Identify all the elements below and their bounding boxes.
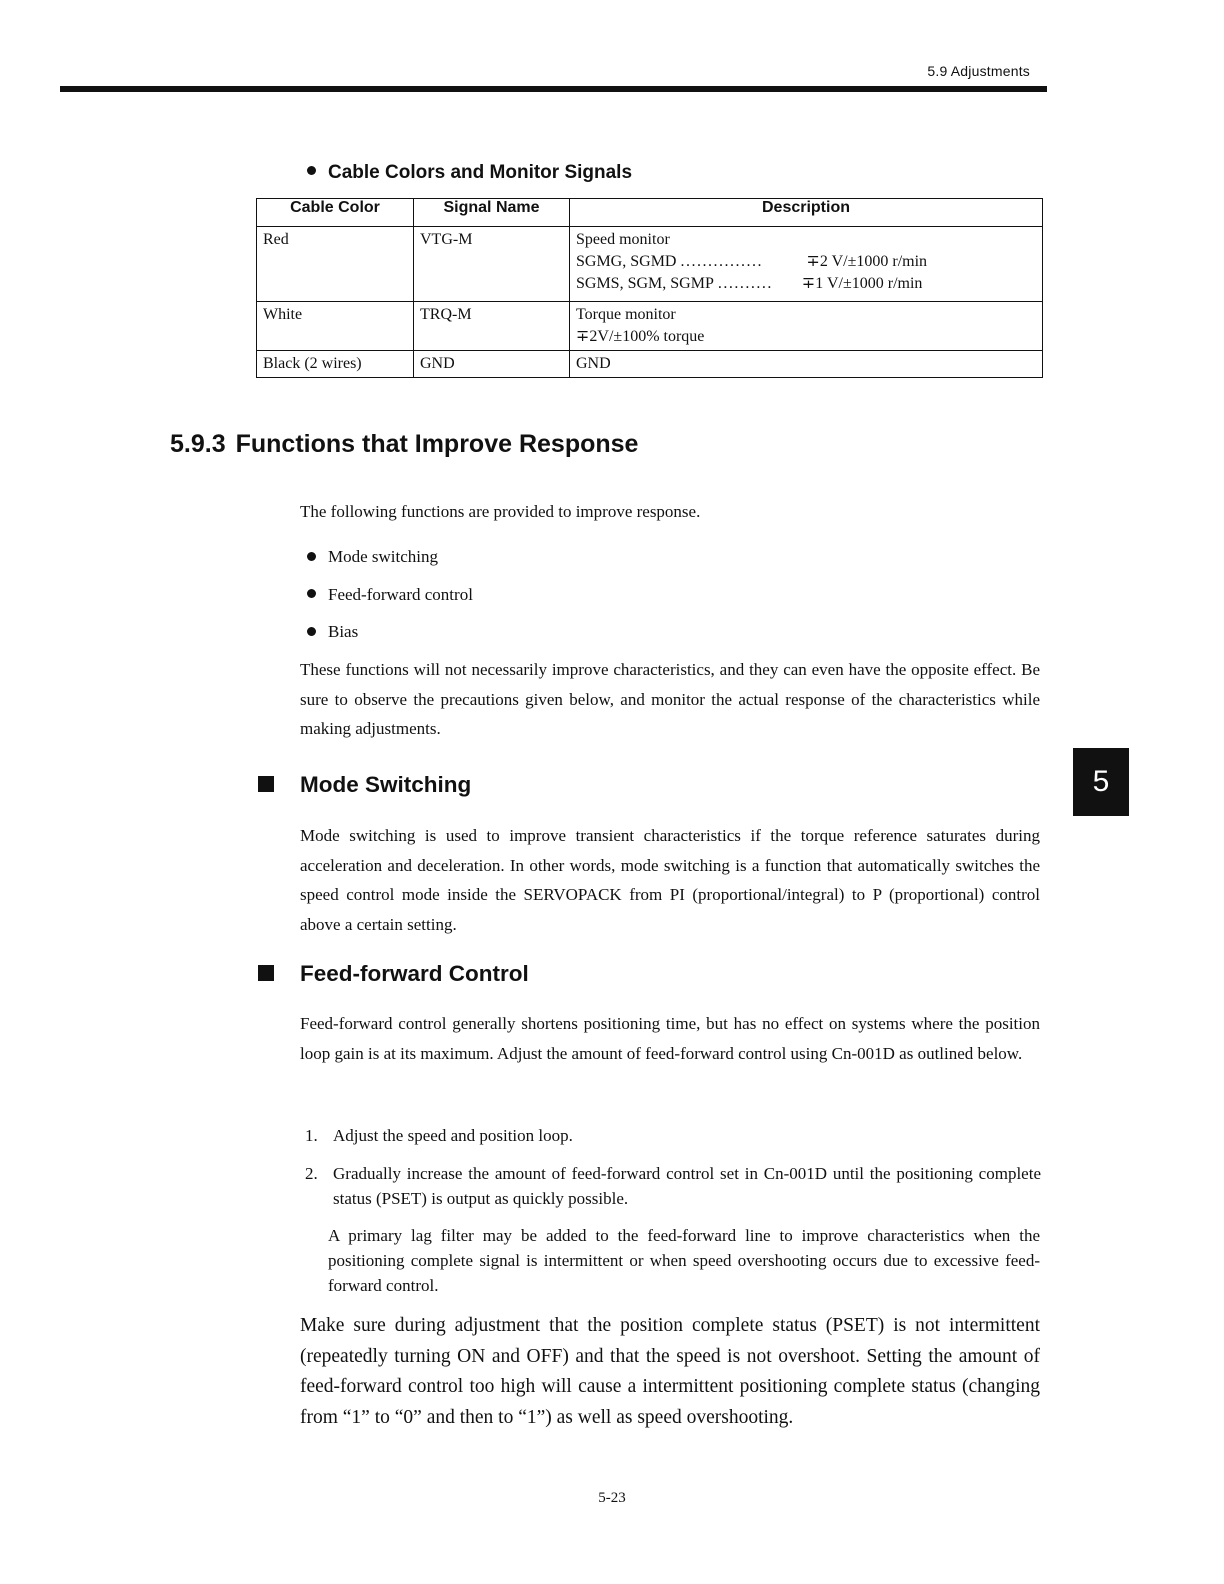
caution-paragraph: These functions will not necessarily improve characteristics, and they can even have the opposite effect. Be sure to observe the precautions given below, and monitor the actual response of the characteristics while making adjustments.	[300, 660, 1040, 738]
list-item-text: Mode switching	[328, 547, 439, 566]
description-line	[576, 273, 1036, 295]
section-heading	[170, 430, 638, 459]
list-item	[307, 543, 473, 581]
bullet-icon	[307, 627, 316, 636]
bullet-icon	[307, 166, 316, 175]
mode-switching-heading	[258, 772, 471, 798]
step-number: 1.	[305, 1126, 318, 1145]
feed-forward-paragraph: Feed-forward control generally shortens positioning time, but has no effect on systems where the position loop gain is at its maximum. Adjust the amount of feed-forward control using Cn-001D as outlined below.	[300, 1014, 1040, 1063]
step-list	[305, 1123, 1041, 1148]
section-title: Functions that Improve Response	[235, 430, 639, 458]
step-number: 2.	[305, 1164, 318, 1183]
cell-signal-name: TRQ-M	[414, 302, 570, 351]
dot-leader: ...............	[680, 253, 763, 270]
feed-forward-heading	[258, 961, 529, 987]
chapter-tab: 5	[1073, 748, 1129, 816]
cable-color-table	[256, 198, 1043, 378]
monitor-scale: ∓1 V/±1000 r/min	[801, 275, 923, 292]
adjustment-warning: Make sure during adjustment that the position complete status (PSET) is not intermittent (repeatedly turning ON and OFF) and that the speed is not overshoot. Setting the amount of feed-forward control too high will cause a intermittent positioning complete status (changing from “1” to “0” and then to “1”) as well as speed overshooting.	[300, 1315, 1040, 1428]
table-heading	[307, 162, 632, 184]
list-item	[305, 1161, 1041, 1211]
table-row	[257, 302, 1043, 351]
cell-description: GND	[570, 351, 1043, 378]
cell-signal-name: VTG-M	[414, 227, 570, 302]
cell-cable-color: Black (2 wires)	[257, 351, 414, 378]
description-line	[576, 251, 1036, 273]
list-item	[307, 618, 473, 656]
motor-models: SGMG, SGMD	[576, 253, 677, 270]
intro-paragraph: The following functions are provided to improve response.	[300, 502, 701, 521]
subheading-text: Mode Switching	[300, 772, 472, 797]
motor-models: SGMS, SGM, SGMP	[576, 275, 714, 292]
subheading-text: Feed-forward Control	[300, 961, 529, 986]
list-item-text: Feed-forward control	[328, 584, 473, 604]
dot-leader: ..........	[717, 275, 773, 292]
header-section-label: 5.9 Adjustments	[927, 63, 1030, 79]
cell-description	[570, 302, 1043, 351]
square-bullet-icon	[258, 776, 274, 792]
bullet-icon	[307, 552, 316, 561]
page-header	[0, 0, 1224, 100]
column-header-signal-name: Signal Name	[414, 199, 570, 227]
list-item	[307, 581, 473, 619]
cell-cable-color: White	[257, 302, 414, 351]
description-line: ∓2V/±100% torque	[576, 328, 705, 345]
table-row	[257, 351, 1043, 378]
cell-signal-name: GND	[414, 351, 570, 378]
step-text: Gradually increase the amount of feed-forward control set in Cn-001D until the positioning complete status (PSET) is output as quickly possible.	[333, 1164, 1041, 1208]
column-header-cable-color: Cable Color	[257, 199, 414, 227]
header-rule	[60, 86, 1047, 92]
bullet-icon	[307, 589, 316, 598]
column-header-description: Description	[570, 199, 1043, 227]
list-item	[305, 1123, 1041, 1148]
function-list	[307, 543, 473, 656]
step-text: Adjust the speed and position loop.	[333, 1126, 573, 1145]
page-number: 5-23	[598, 1490, 626, 1506]
table-header-row	[257, 199, 1043, 227]
description-title: Speed monitor	[576, 231, 670, 248]
monitor-scale: ∓2 V/±1000 r/min	[806, 253, 928, 270]
step-list	[305, 1161, 1041, 1211]
list-item-text: Bias	[328, 622, 359, 641]
square-bullet-icon	[258, 965, 274, 981]
mode-switching-paragraph: Mode switching is used to improve transient characteristics if the torque reference saturates during acceleration and deceleration. In other words, mode switching is a function that automatically switches the speed control mode inside the SERVOPACK from PI (proportional/integral) to P (proportional) control above a certain setting.	[300, 826, 1040, 934]
table-row	[257, 227, 1043, 302]
cell-cable-color: Red	[257, 227, 414, 302]
description-title: Torque monitor	[576, 306, 676, 323]
section-number: 5.9.3	[170, 430, 226, 458]
table-heading-text: Cable Colors and Monitor Signals	[328, 162, 633, 183]
filter-note: A primary lag filter may be added to the feed-forward line to improve characteristics when the positioning complete signal is intermittent or when speed overshooting occurs due to excessive feed-forward control.	[328, 1226, 1040, 1295]
cell-description	[570, 227, 1043, 302]
